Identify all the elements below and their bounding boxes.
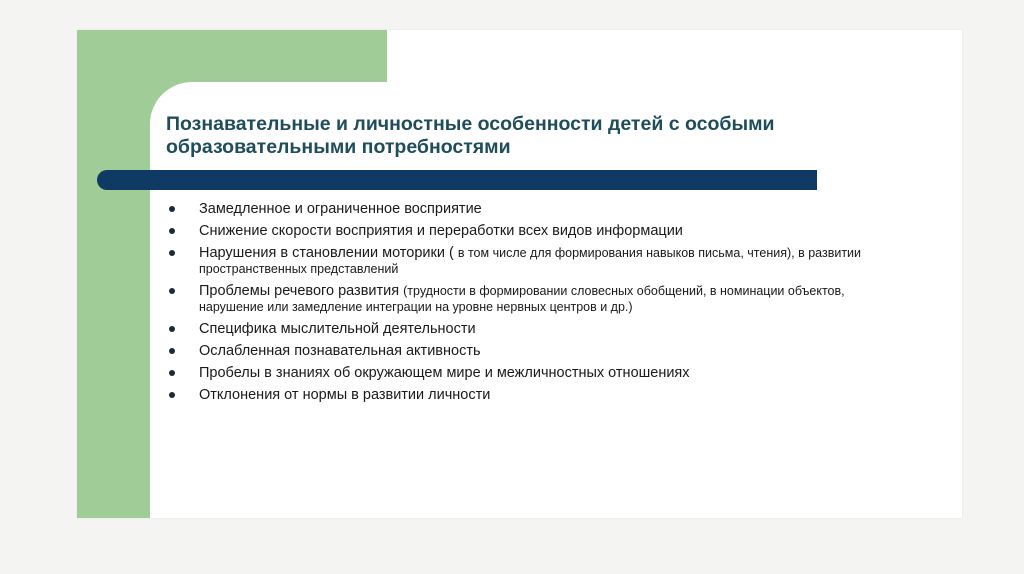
- bullet-item: [166, 201, 906, 217]
- bullet-text: Пробелы в знаниях об окружающем мире и межличностных отношениях: [199, 365, 690, 381]
- bullet-dot-icon: [169, 370, 175, 376]
- bullet-text: Проблемы речевого развития: [199, 283, 404, 299]
- bullet-text: Нарушения в становлении моторики (: [199, 245, 458, 261]
- bullet-note: (трудности в формировании словесных обобщений, в номинации объектов, нарушение или замедление интеграции на уровне нервных центров и др.): [199, 284, 845, 314]
- bullet-dot-icon: [169, 288, 175, 294]
- bullet-dot-icon: [169, 206, 175, 212]
- bullet-dot-icon: [169, 326, 175, 332]
- bullet-dot-icon: [169, 392, 175, 398]
- bullet-dot-icon: [169, 228, 175, 234]
- bullet-item: [166, 223, 906, 239]
- bullet-dot-icon: [169, 348, 175, 354]
- bullet-text: Замедленное и ограниченное восприятие: [199, 201, 482, 217]
- bullet-note: в том числе для формирования навыков письма, чтения), в развитии пространственных представлений: [199, 246, 862, 276]
- bullet-item: [166, 365, 906, 381]
- bullet-dot-icon: [169, 250, 175, 256]
- bullet-item: [166, 387, 906, 403]
- bullet-text: Специфика мыслительной деятельности: [199, 321, 476, 337]
- bullet-text: Снижение скорости восприятия и переработки всех видов информации: [199, 223, 683, 239]
- bullet-item: [166, 283, 906, 315]
- bullet-text: Отклонения от нормы в развитии личности: [199, 387, 491, 403]
- bullet-item: [166, 245, 906, 277]
- slide-title: Познавательные и личностные особенности детей с особыми образовательными потребностями: [166, 113, 775, 158]
- title-underline-bar: [97, 170, 817, 190]
- bullet-item: [166, 321, 906, 337]
- bullet-text: Ослабленная познавательная активность: [199, 343, 481, 359]
- bullet-item: [166, 343, 906, 359]
- bullet-list: [166, 201, 906, 409]
